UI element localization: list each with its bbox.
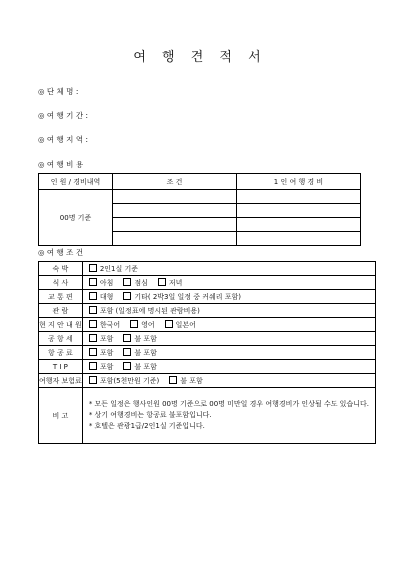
condition-label: T I P — [39, 360, 83, 374]
checkbox-icon[interactable] — [89, 278, 97, 286]
option-label: 포함 — [99, 362, 114, 371]
condition-options — [82, 262, 375, 276]
checkbox-icon[interactable] — [89, 362, 97, 370]
checkbox-icon[interactable] — [123, 334, 131, 342]
cost-cell — [237, 218, 361, 232]
cost-header-people: 인 원 / 경비내역 — [39, 174, 113, 190]
travel-region-field: ◎ 여 행 지 역 : — [38, 135, 88, 144]
condition-options — [82, 318, 375, 332]
travel-cost-heading: ◎ 여 행 비 용 — [38, 160, 84, 169]
checkbox-icon[interactable] — [130, 320, 138, 328]
condition-label: 관 람 — [39, 304, 83, 318]
condition-row — [39, 290, 376, 304]
condition-label: 교 통 편 — [39, 290, 83, 304]
condition-option[interactable] — [123, 349, 157, 357]
condition-option[interactable] — [89, 307, 200, 315]
checkbox-icon[interactable] — [123, 292, 131, 300]
remarks-label: 비 고 — [39, 388, 83, 444]
condition-option[interactable] — [89, 293, 114, 301]
cost-cell — [113, 204, 237, 218]
option-label: 2인1실 기준 — [99, 264, 138, 273]
condition-label: 식 사 — [39, 276, 83, 290]
condition-row — [39, 360, 376, 374]
checkbox-icon[interactable] — [89, 306, 97, 314]
checkbox-icon[interactable] — [165, 320, 173, 328]
condition-option[interactable] — [165, 321, 196, 329]
cost-cell — [237, 190, 361, 204]
cost-header-per-person: 1 인 여 행 경 비 — [237, 174, 361, 190]
option-label: 저녁 — [168, 278, 183, 287]
option-label: 불 포함 — [134, 334, 157, 343]
condition-option[interactable] — [89, 265, 138, 273]
travel-conditions-table — [38, 261, 376, 444]
cost-cell — [237, 204, 361, 218]
condition-options — [82, 332, 375, 346]
option-label: 한국어 — [99, 320, 121, 329]
condition-row — [39, 332, 376, 346]
remark-line: * 상기 여행경비는 항공료 불포함입니다. — [88, 411, 212, 419]
condition-option[interactable] — [89, 279, 114, 287]
checkbox-icon[interactable] — [89, 292, 97, 300]
checkbox-icon[interactable] — [123, 278, 131, 286]
option-label: 대형 — [99, 292, 114, 301]
remarks-cell — [82, 388, 375, 444]
cost-cell — [113, 190, 237, 204]
condition-label: 숙 박 — [39, 262, 83, 276]
option-label: 영어 — [141, 320, 155, 329]
remark-line: * 모든 일정은 행사인원 00명 기준으로 00명 미만일 경우 여행경비가 인상될 수도 있습니다. — [88, 400, 369, 408]
cost-cell — [113, 218, 237, 232]
condition-options — [82, 346, 375, 360]
checkbox-icon[interactable] — [123, 362, 131, 370]
condition-options — [82, 290, 375, 304]
condition-option[interactable] — [89, 363, 114, 371]
condition-row — [39, 304, 376, 318]
option-label: 포함 — [99, 334, 114, 343]
checkbox-icon[interactable] — [169, 376, 177, 384]
condition-option[interactable] — [123, 335, 157, 343]
condition-options — [82, 374, 375, 388]
travel-period-field: ◎ 여 행 기 간 : — [38, 111, 88, 120]
condition-option[interactable] — [123, 279, 148, 287]
condition-row — [39, 276, 376, 290]
checkbox-icon[interactable] — [89, 334, 97, 342]
condition-label: 공 항 세 — [39, 332, 83, 346]
checkbox-icon[interactable] — [89, 264, 97, 272]
option-label: 포함(5천만원 기준) — [99, 376, 160, 385]
option-label: 일본어 — [175, 320, 196, 329]
checkbox-icon[interactable] — [158, 278, 166, 286]
option-label: 포함 (일정표에 명시된 관람비용) — [99, 306, 200, 315]
condition-label: 현 지 안 내 원 — [39, 318, 83, 332]
cost-cell — [237, 232, 361, 246]
option-label: 불 포함 — [134, 362, 157, 371]
condition-option[interactable] — [89, 335, 114, 343]
condition-options — [82, 360, 375, 374]
cost-cell — [113, 232, 237, 246]
checkbox-icon[interactable] — [123, 348, 131, 356]
option-label: 아침 — [99, 278, 114, 287]
condition-option[interactable] — [130, 321, 155, 329]
remark-line: * 호텔은 관광1급/2인1실 기준입니다. — [88, 422, 205, 430]
condition-option[interactable] — [169, 377, 203, 385]
condition-options — [82, 276, 375, 290]
condition-option[interactable] — [123, 363, 157, 371]
condition-row — [39, 318, 376, 332]
condition-option[interactable] — [123, 293, 241, 301]
cost-header-conditions: 조 건 — [113, 174, 237, 190]
condition-option[interactable] — [89, 377, 159, 385]
option-label: 불 포함 — [180, 376, 203, 385]
option-label: 포함 — [99, 348, 114, 357]
condition-option[interactable] — [89, 349, 114, 357]
group-name-field: ◎ 단 체 명 : — [38, 87, 79, 96]
checkbox-icon[interactable] — [89, 320, 97, 328]
condition-option[interactable] — [158, 279, 183, 287]
condition-row — [39, 374, 376, 388]
checkbox-icon[interactable] — [89, 348, 97, 356]
condition-row — [39, 262, 376, 276]
page-title: 여 행 견 적 서 — [133, 50, 267, 65]
option-label: 기타( 2박3일 일정 중 커쉐리 포함) — [134, 292, 241, 301]
condition-label: 여행자 보험료 — [39, 374, 83, 388]
travel-conditions-heading: ◎ 여 행 조 건 — [38, 248, 84, 257]
cost-row-label: 00명 기준 — [39, 190, 113, 246]
condition-option[interactable] — [89, 321, 120, 329]
option-label: 불 포함 — [134, 348, 157, 357]
condition-label: 항 공 료 — [39, 346, 83, 360]
option-label: 점심 — [134, 278, 148, 287]
condition-row — [39, 346, 376, 360]
travel-cost-table — [38, 173, 361, 246]
checkbox-icon[interactable] — [89, 376, 97, 384]
condition-options — [82, 304, 375, 318]
